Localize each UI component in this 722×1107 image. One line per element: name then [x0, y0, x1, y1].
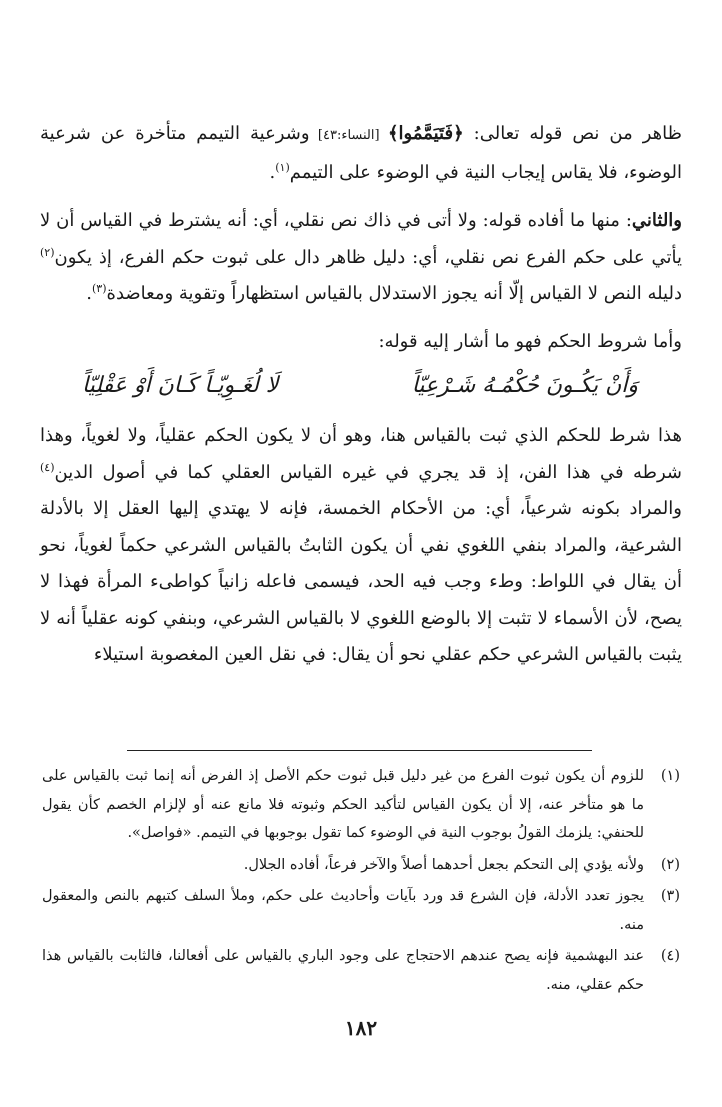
footnote-item — [42, 762, 680, 848]
verse-hemistich-right: وَأَنْ يَكُـونَ حُكْمُـهُ شَـرْعِيّاً — [411, 373, 638, 398]
footnote-text: يجوز تعدد الأدلة، فإن الشرع قد ورد بآيات وأحاديث على حكم، وملأ السلف كتبهم بالنص والمعقول منه. — [42, 888, 644, 933]
footnote-marker-2[interactable]: (٢) — [40, 245, 55, 259]
quran-verse-quote: ﴿فَتَيَمَّمُوا﴾ — [387, 123, 464, 144]
paragraph-3 — [40, 324, 682, 361]
main-text — [40, 116, 682, 674]
footnote-marker-3[interactable]: (٣) — [92, 282, 107, 295]
paragraph-1-part2: وشرعية التيمم متأخرة عن شرعية الوضوء، فلا يقاس إيجاب النية في الوضوء على التيمم — [40, 123, 682, 183]
footnote-number: (٣) — [660, 888, 680, 904]
footnote-separator — [127, 750, 592, 751]
verse-hemistich-left: لَا لُغَـوِيّـاً كَـانَ أَوْ عَقْلِيّاً — [82, 373, 279, 398]
footnote-number: (٢) — [660, 856, 680, 873]
footnote-text: عند البهشمية فإنه يصح عندهم الاحتجاج على وجود الباري بالقياس على أفعالنا، فالثابت بالقياس هذا حكم عقلي، منه. — [42, 948, 644, 993]
footnote-marker-1[interactable]: (١) — [275, 160, 290, 174]
quran-reference: [النساء:٤٣] — [309, 128, 388, 143]
paragraph-2-text: : منها ما أفاده قوله: ولا أتى في ذاك نص نقلي، أي: أنه يشترط في القياس أن لا يأتي على حكم الفرع نص نقلي، أي: دليل ظاهر دال على ثبوت حكم الفرع، إذ يكون — [40, 210, 682, 268]
paragraph-1-part1: ظاهر من نص قوله تعالى: — [463, 123, 682, 144]
paragraph-4-text: هذا شرط للحكم الذي ثبت بالقياس هنا، وهو أن لا يكون الحكم عقلياً، ولا لغوياً، وهذا شرطه في هذا الفن، إذ قد يجري في غيره القياس العقلي كما في أصول الدين — [40, 425, 682, 483]
footnote-text: ولأنه يؤدي إلى التحكم بجعل أحدهما أصلاً والآخر فرعاً، أفاده الجلال. — [243, 856, 644, 873]
paragraph-2-end: . — [86, 283, 92, 304]
paragraph-1-end: . — [269, 161, 276, 183]
footnote-marker-4[interactable]: (٤) — [40, 460, 55, 474]
footnote-text: للزوم أن يكون ثبوت الفرع من غير دليل قبل ثبوت حكم الأصل إذ الفرض أنه إنما ثبت بالقياس على ما هو متأخر عنه، إلا أن يكون القياس لتأكيد الحكم وثبوته فلا مانع عنه أو لإلزام الخصم كأن يقول للحنفي: يلزمك القولُ بوجوب النية في الوضوء كما تقول بوجوبها في التيمم. «فواصل». — [42, 768, 644, 841]
paragraph-2-text2: دليله النص لا القياس إلّا أنه يجوز الاستدلال بالقياس استظهاراً وتقوية ومعاضدة — [106, 283, 682, 304]
poetry-verse — [40, 364, 682, 408]
paragraph-4-text2: والمراد بكونه شرعياً، أي: من الأحكام الخمسة، فإنه لا يهتدي إليها العقل إلا بالأدلة الشرعية، والمراد بنفي اللغوي نفي أن يكون الثابتُ بالقياس الشرعي حكماً لغوياً، نحو أن يقال في اللواط: وطء وجب فيه الحد، فيسمى فاعله زانياً كواطىء المرأة فهذا لا يصح، لأن الأسماء لا تثبت إلا بالوضع اللغوي لا بالقياس الشرعي، وبنفي كونه عقلياً أنه لا يثبت بالقياس الشرعي حكم عقلي نحو أن يقال: في نقل العين المغصوبة استيلاء — [40, 498, 682, 665]
paragraph-2 — [40, 203, 682, 313]
paragraph-1 — [40, 116, 682, 191]
paragraph-2-lead: والثاني — [631, 210, 682, 231]
footnotes — [42, 762, 680, 1002]
footnote-item — [42, 942, 680, 999]
footnote-item — [42, 851, 680, 880]
footnote-number: (١) — [660, 768, 680, 784]
paragraph-3-text: وأما شروط الحكم فهو ما أشار إليه قوله: — [378, 330, 682, 352]
paragraph-4 — [40, 418, 682, 674]
footnote-item — [42, 882, 680, 939]
footnote-number: (٤) — [660, 948, 680, 964]
page-number: ١٨٢ — [344, 1016, 378, 1040]
